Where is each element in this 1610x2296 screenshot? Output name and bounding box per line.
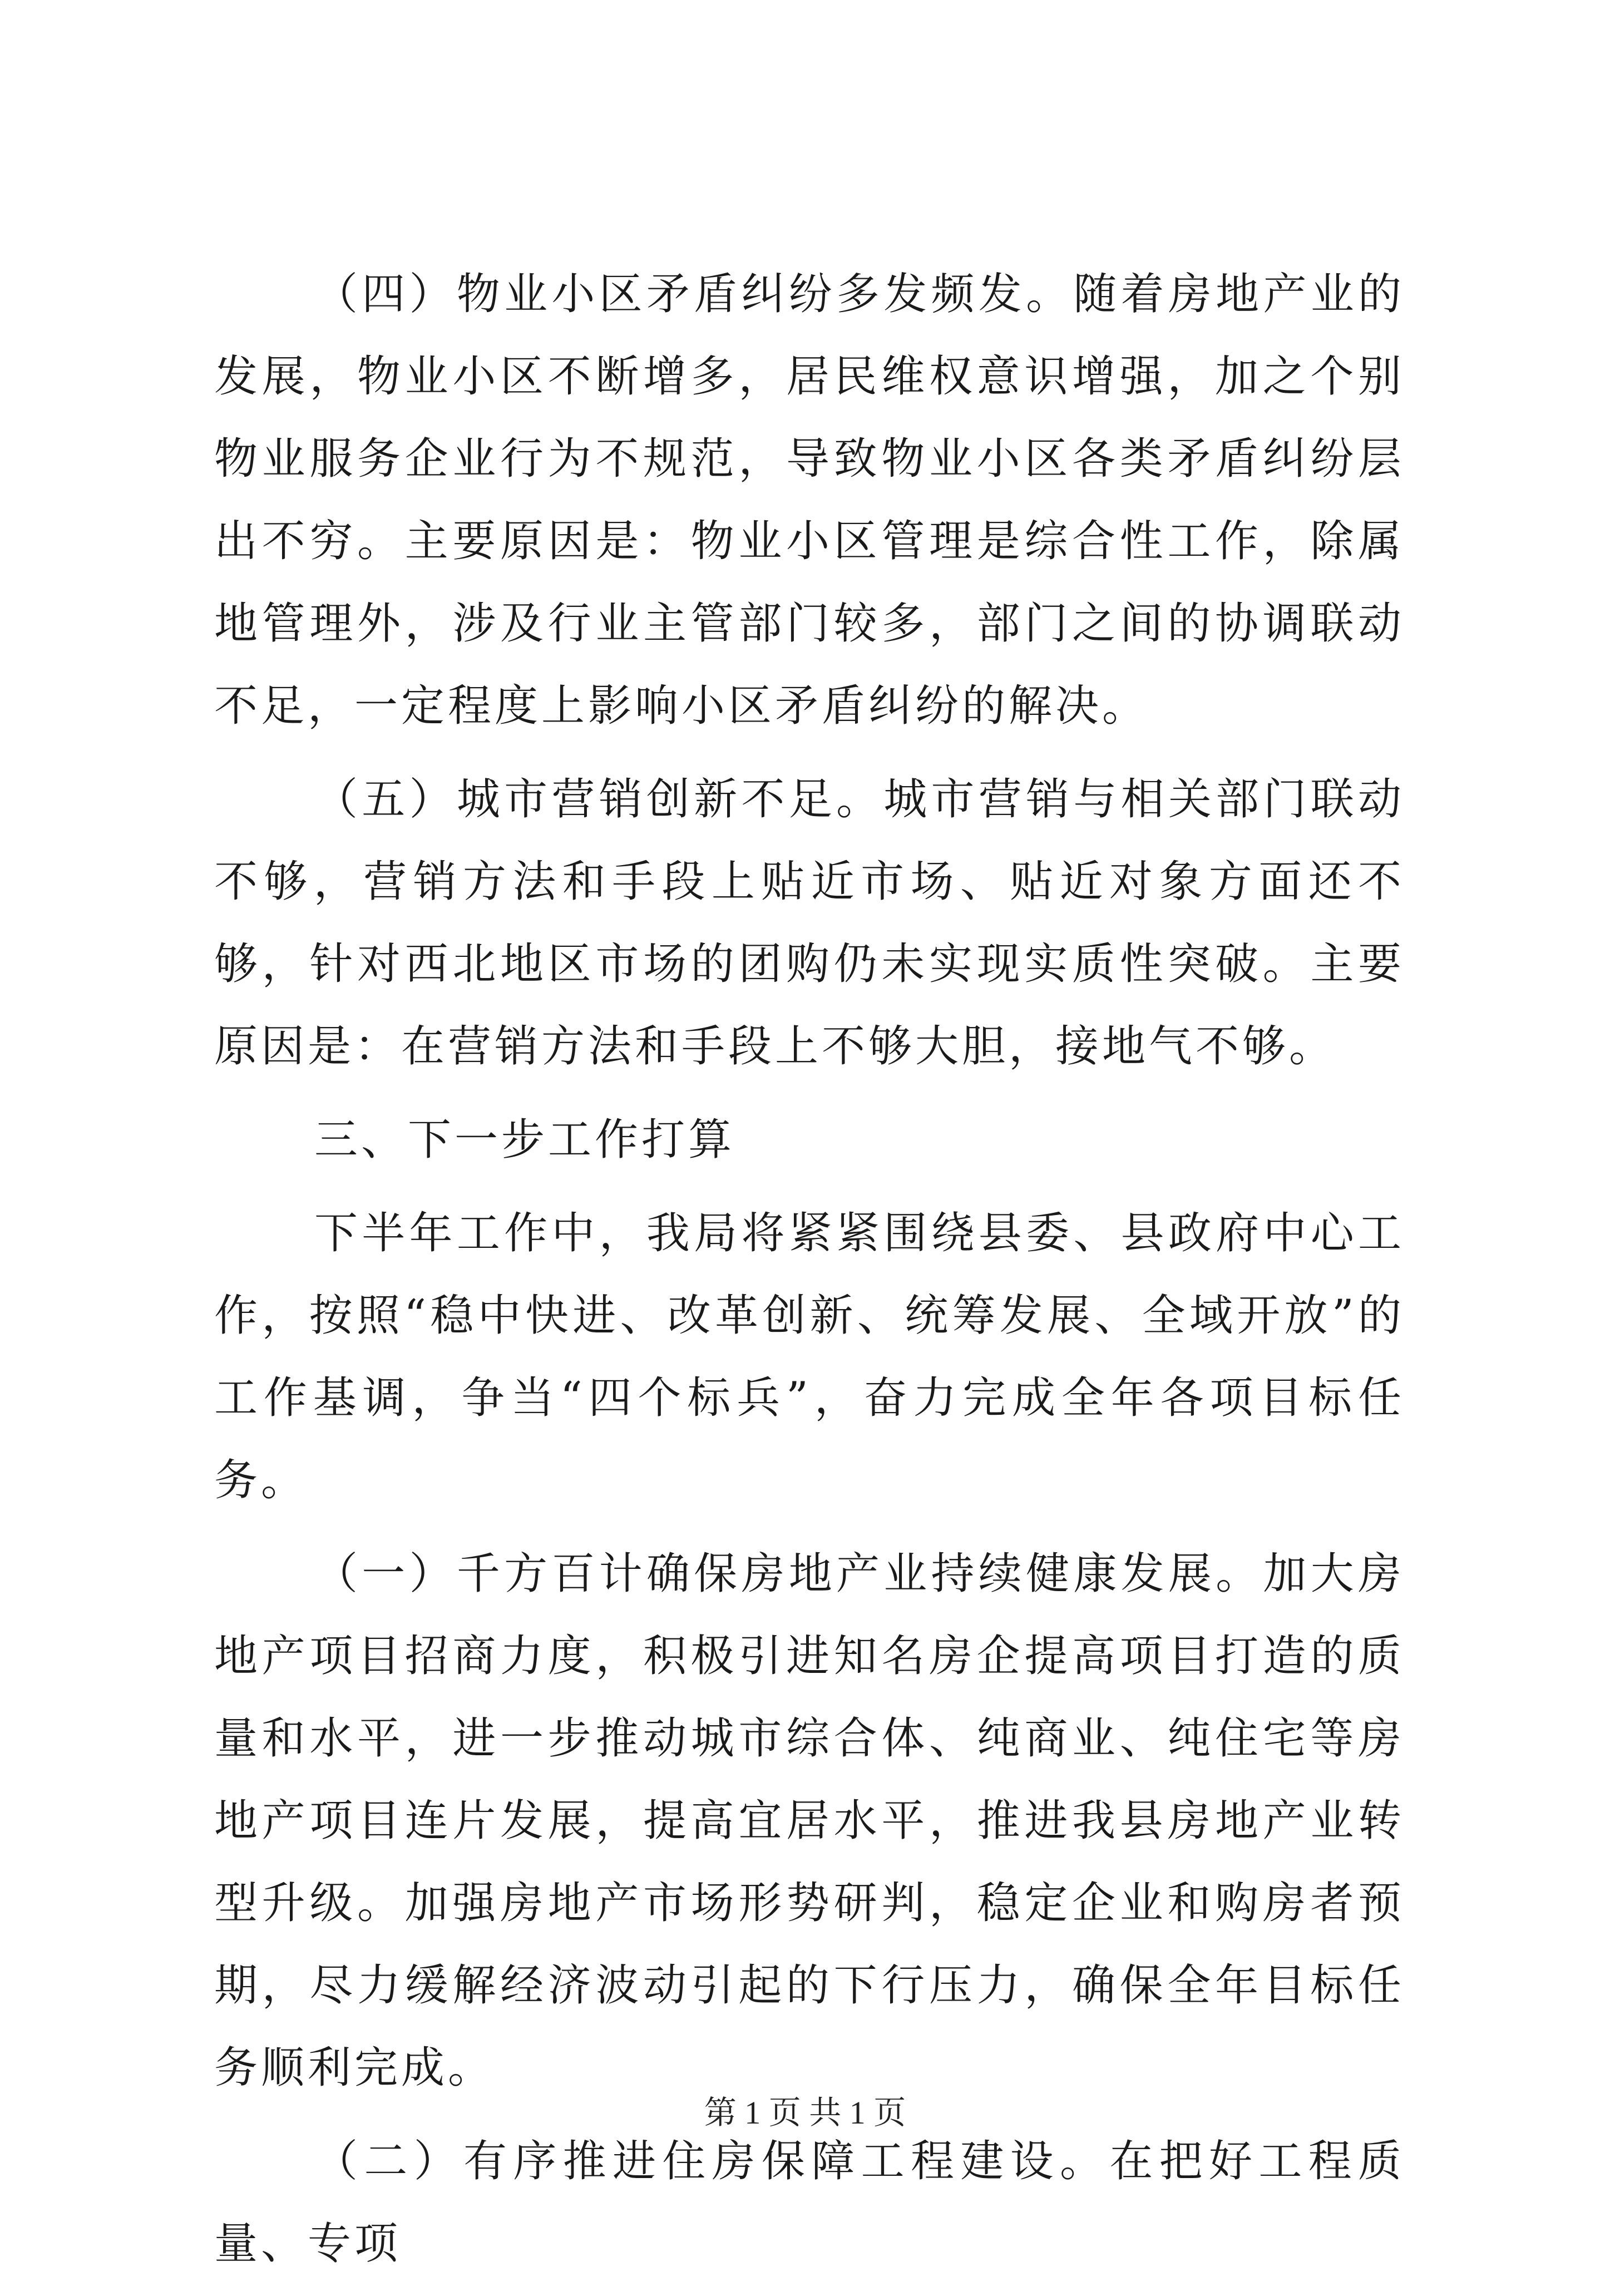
paragraph-housing-security: （二）有序推进住房保障工程建设。在把好工程质量、专项 xyxy=(214,2136,1405,2269)
paragraph-disputes: （四）物业小区矛盾纠纷多发频发。随着房地产业的发展，物业小区不断增多，居民维权意识增强，加之个别物业服务企业行为不规范，导致物业小区各类矛盾纠纷层出不穷。主要原因是：物业小区管理是综合性工作，除属地管理外，涉及行业主管部门较多，部门之间的协调联动不足，一定程度上影响小区矛盾纠纷的解决。 xyxy=(214,269,1405,731)
paragraph-second-half-plan: 下半年工作中，我局将紧紧围绕县委、县政府中心工作，按照“稳中快进、改革创新、统筹发展、全域开放”的工作基调，争当“四个标兵”，奋力完成全年各项目标任务。 xyxy=(214,1208,1405,1505)
section-heading-next-steps: 三、下一步工作打算 xyxy=(314,1115,735,1165)
page-number-footer: 第 1 页 共 1 页 xyxy=(704,2095,906,2131)
paragraph-city-marketing: （五）城市营销创新不足。城市营销与相关部门联动不够，营销方法和手段上贴近市场、贴近对象方面还不够，针对西北地区市场的团购仍未实现实质性突破。主要原因是：在营销方法和手段上不够大胆，接地气不够。 xyxy=(214,774,1405,1072)
document-body xyxy=(214,253,1405,2296)
paragraph-real-estate-development: （一）千方百计确保房地产业持续健康发展。加大房地产项目招商力度，积极引进知名房企提高项目打造的质量和水平，进一步推动城市综合体、纯商业、纯住宅等房地产项目连片发展，提高宜居水平，推进我县房地产业转型升级。加强房地产市场形势研判，稳定企业和购房者预期，尽力缓解经济波动引起的下行压力，确保全年目标任务顺利完成。 xyxy=(214,1549,1405,2093)
